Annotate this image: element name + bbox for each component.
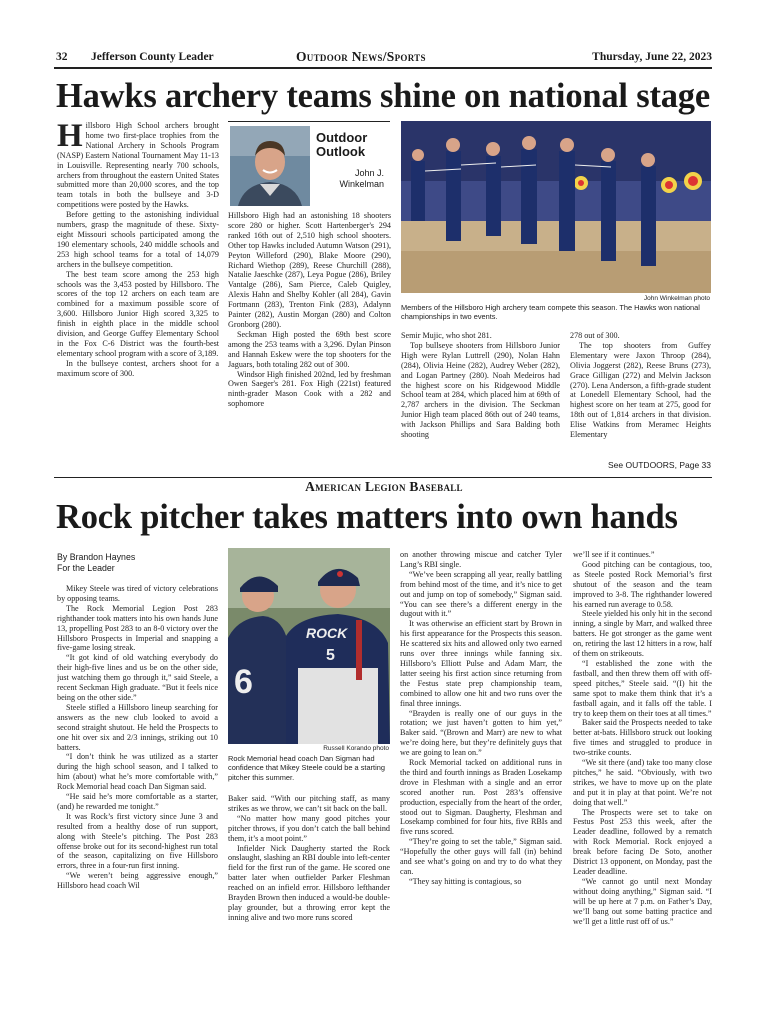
story2-paragraph: “No matter how many good pitches your pitcher throws, if you don’t catch the ball behind them, it’s a moot point.” — [228, 813, 390, 843]
story2-paragraph: The Prospects were set to take on Festus Post 253 this week, after the Leader deadline, followed by a rematch with Rock Memorial. Rock enjoyed a break before facing De Soto, another District 13 opponent, on Monday, past the Leader deadline. — [573, 807, 712, 876]
page-number: 32 — [56, 51, 68, 63]
paper-name: Jefferson County Leader — [91, 51, 214, 63]
archery-photo-credit: John Winkelman photo — [643, 295, 710, 302]
story1-paragraph: The best team score among the 253 high schools was the 3,453 posted by Hillsboro. The scores of the top 12 archers on each team are combined for a maximum possible score of 3,600. Hillsboro Junior High scored 3,325 to finish in eighth place in the middle school division, and George Guffey Elementary School in the Fox C-6 District was the fourth-best elementary school program with a score of 3,189. — [57, 269, 219, 358]
jersey-number-2: 6 — [234, 663, 253, 701]
jersey-text: ROCK — [306, 625, 348, 641]
jersey-number: 5 — [326, 647, 335, 664]
story2-column-4 — [573, 550, 712, 976]
baseball-photo-illustration — [228, 548, 390, 744]
story2-paragraph: Steele yielded his only hit in the second inning, a single by Marr, and walked three batters. He got stronger as the game went on, retiring the last 12 hitters in a row, half of them on strikeouts. — [573, 609, 712, 659]
story2-paragraph: “They say hitting is contagious, so — [409, 876, 522, 886]
columnist-photo-illustration — [230, 126, 310, 206]
continued-jump-link[interactable]: See OUTDOORS, Page 33 — [608, 460, 711, 470]
story2-paragraph: “Brayden is really one of our guys in the rotation; we just haven’t gotten to him yet,” Baker said. “(Brown and Marr) are new to what we’re doing here, but they’re definitely guys that we are going to lean on.” — [400, 708, 562, 758]
archery-photo — [401, 121, 711, 293]
story1-paragraph: Semir Mujic, who shot 281. — [401, 331, 492, 340]
story2-paragraph: “We’ve been scrapping all year, really battling from behind most of the time, and it’s nice to get out and jump on top of somebody,” Sigman said. “You can see there’s a different energy in the dugout with it.” — [400, 569, 562, 619]
story2-paragraph: “We sit there (and) take too many close pitches,” he said. “Obviously, with two strikes, we have to move up on the plate and put it in play at that point. We’re not doing that well.” — [573, 758, 712, 807]
story1-paragraph: The top shooters from Guffey Elementary were Jaxon Throop (284), Olivia Joggerst (282), Reese Bruns (273), Grace Gilligan (272) and Melvin Jackson (270). Lena Anderson, a fifth-grade student at Lonedell Elementary School, had the highest score on her team at 275, good for 18th out of 1,814 archers in that division. Elise Watkins from Meramec Heights Elementary — [570, 340, 711, 440]
story2-paragraph: It was Rock’s first victory since June 3 and resulted from a healthy dose of run support, along with Steele’s pitching. The Post 283 offense broke out for its second-highest run total of the season, capitalizing on five Hillsboro errors, three in a four-run first inning. — [57, 811, 218, 871]
story1-column-1 — [57, 121, 219, 467]
story1-paragraph: Top bullseye shooters from Hillsboro Junior High were Rylan Luttrell (290), Nolan Hahn (284), Olivia Heine (282), Audrey Weber (282), and Logan Partney (280). Noah Medeiros had the highest score on his Ridgewood Middle School team at 284, which placed him at 69th of 2,787 archers in the division. The Seckman Junior High team placed 86th out of 240 teams, with Jackson Phillips and Sara Balding both shooting — [401, 340, 560, 440]
story2-paragraph: Steele stifled a Hillsboro lineup searching for answers as the new club looked to avoid a second straight shutout. He held the Prospects to one hit over six and 2/3 innings, striking out 10 batters. — [57, 702, 218, 752]
story2-paragraph: Rock Memorial tacked on additional runs in the third and fourth innings as Braden Losekamp drove in Fleshman with a single and an error scored another run. Post 283’s offensive production, especially from the heart of the order, stood out to Sigman. Daugherty, Fleshman and Losekamp combined for four hits, five RBIs and five runs scored. — [400, 758, 562, 837]
story2-column-2 — [228, 794, 390, 976]
byline-sub: For the Leader — [57, 563, 115, 573]
story2-column-1 — [57, 584, 218, 976]
columnist-name-line2: Winkelman — [339, 179, 384, 189]
columnist-headshot — [230, 126, 310, 206]
story2-paragraph: we’ll see if it continues.” — [573, 550, 655, 559]
story1-column-2 — [228, 211, 391, 467]
story1-paragraph: 278 out of 300. — [570, 331, 620, 340]
story2-paragraph: Mikey Steele was tired of victory celebrations by opposing teams. — [57, 584, 218, 603]
dropcap: H — [57, 121, 83, 154]
section-divider — [54, 477, 712, 478]
column-logo-line2: Outlook — [316, 144, 366, 159]
story2-paragraph: Infielder Nick Daugherty started the Rock onslaught, slashing an RBI double into left-center field for the first run of the game. He scored one batter later when outfielder Parker Fleshman reached on an infield error. Hillsboro lefthander Brayden Brown then induced a would-be double-play grounder, but a throwing error kept the inning alive and two more runs scored — [228, 843, 390, 922]
story2-headline: Rock pitcher takes matters into own hands — [56, 498, 678, 536]
story2-paragraph: Baker said. “With our pitching staff, as many strikes as we throw, we can’t sit back on the ball. — [228, 794, 390, 813]
story2-paragraph: “I don’t think he was utilized as a starter during the high school season, and I talked to him (about) what he’s more comfortable with,” Rock Memorial head coach Dan Sigman said. — [57, 752, 218, 792]
story2-column-3 — [400, 550, 562, 976]
story1-paragraph: Hillsboro High had an astonishing 18 shooters score 280 or higher. Scott Hartenberger's 294 ranked 16th out of 2,510 high school shooters. Other top Hawks included Autumn Watson (291), Peyton Willeford (290), Blake Moore (290), Richard Wiethop (289), Reese Churchill (288), Natalie Jaeschke (287), Leya Pogue (286), Briley Vantalge (286), Sam Pierce, Caleb Quigley, Alexis Hahn and Shelby Kohler (all 284), Gavin Fortmann (283), Trenton Fink (283), Adalynn Painter (282), Austin Morgan (280) and Colton Gronborg (280). — [228, 211, 391, 329]
story1-paragraph: illsboro High School archers brought home two first-place trophies from the National Archery in Schools Program (NASP) Eastern National Tournament May 11-13 in Louisville. Representing nearly 700 schools, archers from throughout the eastern United States submitted more than 20,000 scores, and the top team totals in both the bullseye and 3-D competitions were posted by the Hawks. — [57, 121, 219, 210]
story2-paragraph: on another throwing miscue and catcher Tyler Lang’s RBI single. — [400, 550, 562, 569]
story1-column-3 — [401, 331, 560, 467]
story1-paragraph: Before getting to the astonishing individual numbers, grasp the magnitude of these. Sixty-eight Missouri schools participated among the 190 elementary schools, 240 middle schools and 253 high school teams for a total of 14,079 archers in the bullseye competition. — [57, 210, 219, 269]
story2-paragraph: Good pitching can be contagious, too, as Steele posted Rock Memorial’s first shutout of the season and the team improved to 3-8. The righthander lowered his earned run average to 0.58. — [573, 559, 712, 609]
baseball-photo-caption: Rock Memorial head coach Dan Sigman had confidence that Mikey Steele could be a starting pitcher this summer. — [228, 754, 385, 782]
story1-paragraph: Seckman High posted the 69th best score among the 253 teams with a 3,296. Dylan Pinson and Hannah Eskew were the top shooters for the Jaguars, both totaling 282 out of 300. — [228, 329, 391, 369]
column-logo-line1: Outdoor — [316, 130, 368, 145]
story2-paragraph: “He said he’s more comfortable as a starter, (and) he rewarded me tonight.” — [57, 792, 218, 811]
story2-paragraph: It was otherwise an efficient start by Brown in his first appearance for the Prospects this season. He scattered six hits and allowed only two earned runs over three innings while fanning six. Hillsboro’s Elliott Pulse and Adam Marr, the latter seeing his first action since returning from the Festus state prep championship team, combined to allow one hit and two runs over the final three innings. — [400, 619, 562, 708]
header-rule — [54, 67, 712, 69]
columnist-name-line1: John J. — [354, 168, 384, 178]
story1-paragraph: In the bullseye contest, archers shoot for a maximum score of 300. — [57, 358, 219, 378]
story2-paragraph: “It got kind of old watching everybody do their high-five lines and us be on the other side, just watching them go through it,” said Steele, a recent Seckman High graduate. “But it feels nice being on the other side.” — [57, 653, 218, 702]
story2-paragraph: Baker said the Prospects needed to take better at-bats. Hillsboro struck out looking five times and struggled to produce in two-strike counts. — [573, 718, 712, 758]
story1-column-4 — [570, 331, 711, 457]
story1-paragraph: Windsor High finished 202nd, led by freshman Owen Saeger's 281. Fox High (221st) featured ninth-grader Mason Cook with a 282 and sophomore — [228, 369, 391, 409]
story2-paragraph: “I established the zone with the fastball, and then threw them off with off-speed pitches,” Steele said. “(I) hit the same spot to make them think that it’s a fastball again, and it falls off the table. I try to keep them on their toes at all times.” — [573, 658, 712, 718]
story2-paragraph: “They’re going to set the table,” Sigman said. “Hopefully the other guys will fall (in) behind and see what’s going on and try to do what they can. — [400, 837, 562, 876]
story2-paragraph: “We cannot go until next Monday without doing anything,” Sigman said. “I will be up here at 7 p.m. on Father’s Day, we’ll bang out some batting practice and we’ll get a little rust off of us.” — [573, 876, 712, 926]
story2-paragraph: “We weren’t being aggressive enough,” Hillsboro head coach Wil — [57, 871, 218, 891]
story2-kicker: American Legion Baseball — [305, 479, 463, 494]
baseball-photo — [228, 548, 390, 744]
columnist-box — [228, 121, 390, 205]
issue-date: Thursday, June 22, 2023 — [592, 51, 712, 63]
archery-photo-caption: Members of the Hillsboro High archery team compete this season. The Hawks won national championships in two events. — [401, 303, 700, 322]
byline: By Brandon Haynes — [57, 552, 136, 562]
story2-paragraph: The Rock Memorial Legion Post 283 righthander took matters into his own hands June 13, propelling Post 283 to an 8-0 victory over the Hillsboro Prospects in Imperial and snapping a five-game losing streak. — [57, 603, 218, 653]
story1-headline: Hawks archery teams shine on national stage — [56, 77, 710, 115]
section-name: Outdoor News/Sports — [296, 49, 426, 64]
archery-photo-illustration — [401, 121, 711, 293]
baseball-photo-credit: Russell Korando photo — [323, 745, 389, 752]
